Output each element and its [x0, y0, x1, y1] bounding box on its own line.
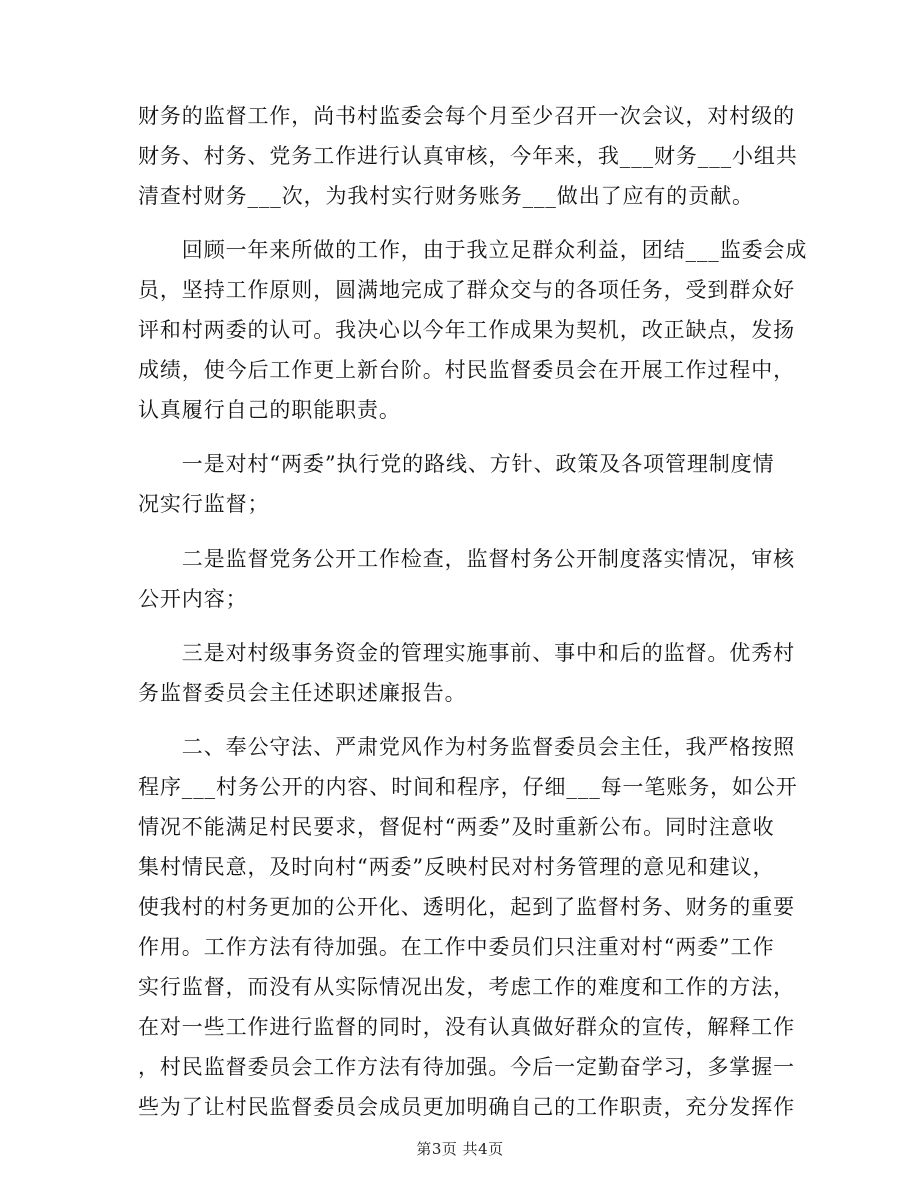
text-line: 评和村两委的认可。我决心以今年工作成果为契机，改正缺点，发扬 [138, 318, 795, 342]
text-line: 况实行监督； [138, 492, 270, 516]
text-line: 作用。工作方法有待加强。在工作中委员们只注重对村“两委”工作 [138, 935, 775, 959]
text-line: 程序___村务公开的内容、时间和程序，仔细___每一笔账务，如公开 [138, 775, 798, 799]
text-line: 财务的监督工作，尚书村监委会每个月至少召开一次会议，对村级的 [138, 104, 795, 128]
text-line: 成绩，使今后工作更上新台阶。村民监督委员会在开展工作过程中， [138, 358, 795, 382]
text-line: 二是监督党务公开工作检查，监督村务公开制度落实情况，审核 [138, 547, 795, 571]
text-line: 实行监督，而没有从实际情况出发，考虑工作的难度和工作的方法， [138, 975, 795, 999]
text-line: 回顾一年来所做的工作，由于我立足群众利益，团结___监委会成 [138, 238, 808, 262]
text-line: 财务、村务、党务工作进行认真审核，今年来，我___财务___小组共 [138, 144, 798, 168]
text-line: 情况不能满足村民要求，督促村“两委”及时重新公布。同时注意收 [138, 815, 775, 839]
text-line: 员，坚持工作原则，圆满地完成了群众交与的各项任务，受到群众好 [138, 278, 795, 302]
text-line: 清查村财务___次，为我村实行财务账务___做出了应有的贡献。 [138, 184, 754, 208]
page-number-footer: 第3页 共4页 [416, 1140, 504, 1158]
text-line: 认真履行自己的职能职责。 [138, 398, 401, 422]
text-line: 集村情民意，及时向村“两委”反映村民对村务管理的意见和建议， [138, 855, 775, 879]
text-line: 务监督委员会主任述职述廉报告。 [138, 681, 467, 705]
text-line: 使我村的村务更加的公开化、透明化，起到了监督村务、财务的重要 [138, 895, 795, 919]
text-line: 些为了让村民监督委员会成员更加明确自己的工作职责，充分发挥作 [138, 1095, 795, 1119]
text-line: 公开内容； [138, 587, 248, 611]
text-line: 三是对村级事务资金的管理实施事前、事中和后的监督。优秀村 [138, 641, 795, 665]
text-line: 二、奉公守法、严肃党风作为村务监督委员会主任，我严格按照 [138, 735, 795, 759]
text-line: 在对一些工作进行监督的同时，没有认真做好群众的宣传，解释工作 [138, 1015, 795, 1039]
text-line: ，村民监督委员会工作方法有待加强。今后一定勤奋学习，多掌握一 [138, 1055, 795, 1079]
text-line: 一是对村“两委”执行党的路线、方针、政策及各项管理制度情 [138, 452, 775, 476]
